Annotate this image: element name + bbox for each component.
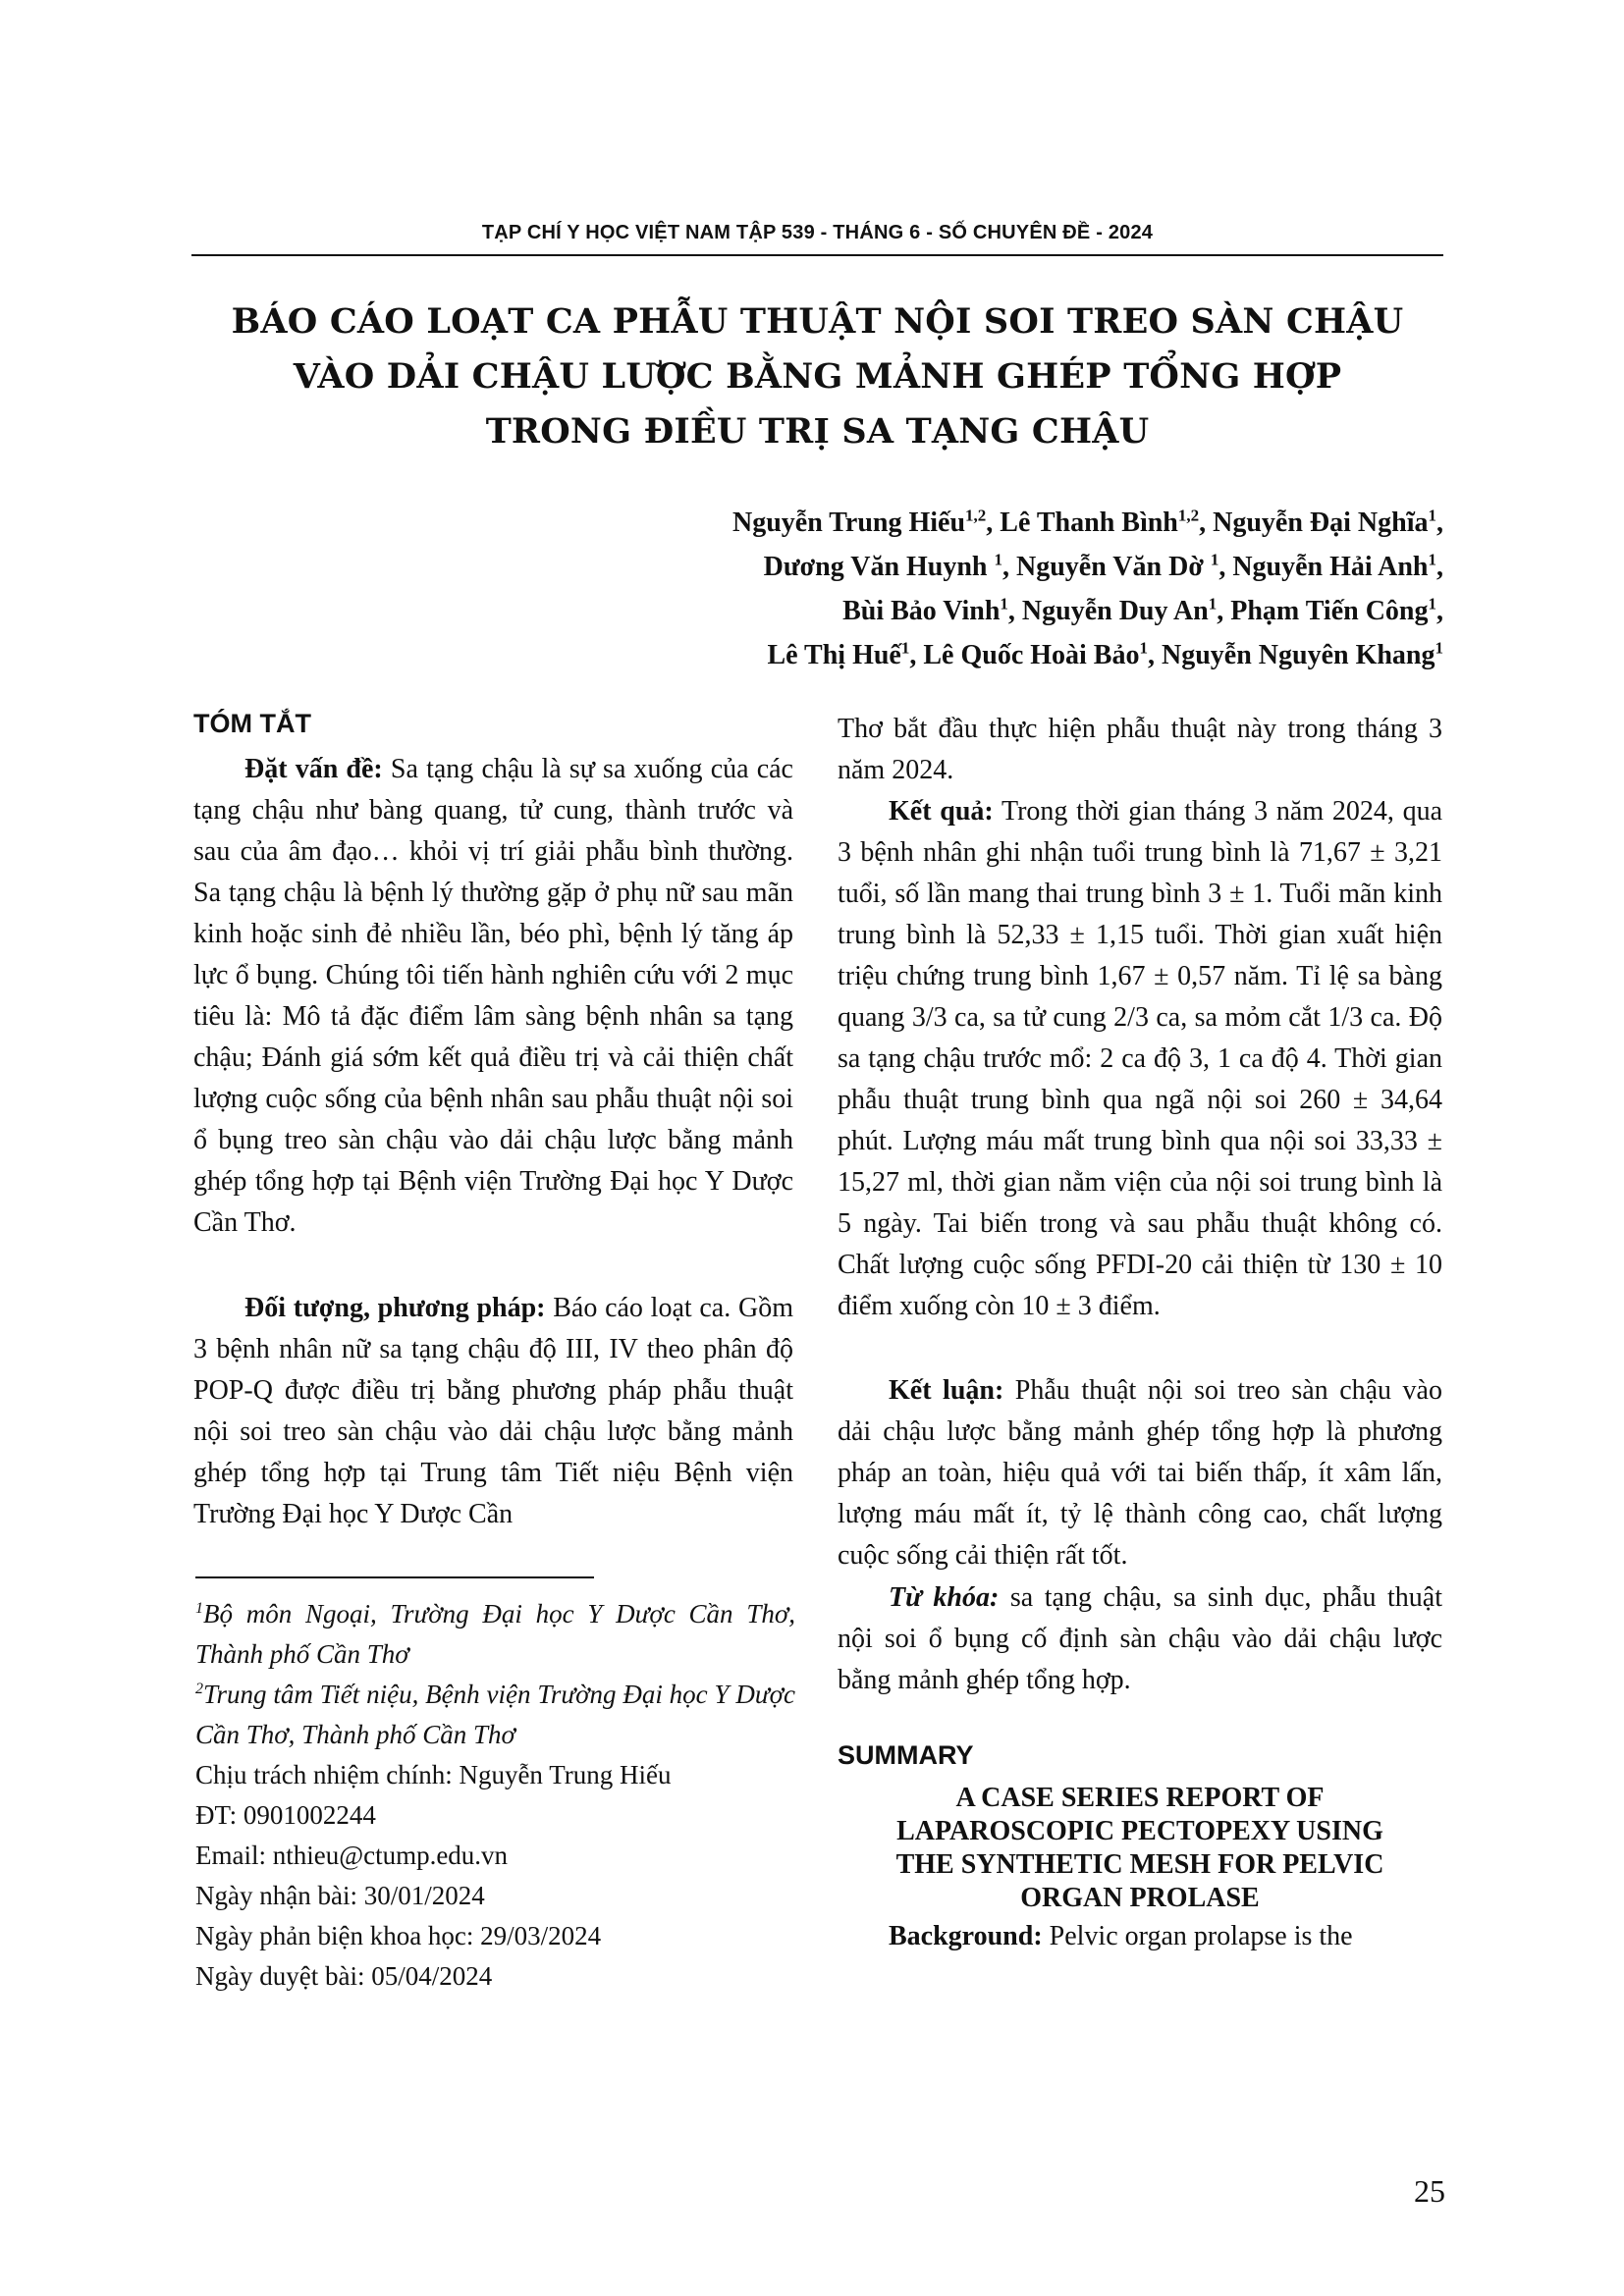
author-name: Lê Quốc Hoài Bảo [923,640,1140,670]
title-line: TRONG ĐIỀU TRỊ SA TẠNG CHẬU [485,411,1150,452]
summary-title-line: THE SYNTHETIC MESH FOR PELVIC [895,1849,1384,1880]
author-name: Nguyễn Duy An [1021,596,1209,626]
summary-background-text: Pelvic organ prolapse is the [1042,1921,1353,1951]
footnote-rule [195,1576,594,1578]
author-affiliation: 1 [1435,638,1443,658]
abstract-results [838,791,1442,1327]
accepted-date: Ngày duyệt bài: 05/04/2024 [195,1961,493,1991]
author-name: Nguyễn Đại Nghĩa [1213,507,1429,538]
summary-title-line: LAPAROSCOPIC PECTOPEXY USING [896,1816,1383,1846]
author-affiliation: 1 [1428,594,1436,614]
summary-heading: SUMMARY [838,1740,974,1770]
abstract-conclusion [838,1370,1442,1576]
author-line: Lê Thị Huế$^1$, Lê Quốc Hoài Bảo$^1$, Nguyễn Nguyên Khang$^1$ [767,638,1443,670]
results-text: Trong thời gian tháng 3 năm 2024, qua 3 bệnh nhân ghi nhận tuổi trung bình là 71,67 ± 3,21 tuổi, số lần mang thai trung bình 3 ± 1. Tuổi mãn kinh trung bình là 52,33 ± 1,15 tuổi. Thời gian xuất hiện triệu chứng trung bình 1,67 ± 0,57 năm. Tỉ lệ sa bàng quang 3/3 ca, sa tử cung 2/3 ca, sa mỏm cắt 1/3 ca. Độ sa tạng chậu trước mổ: 2 ca độ 3, 1 ca độ 4. Thời gian phẫu thuật trung bình qua ngã nội soi 260 ± 34,64 phút. Lượng máu mất trung bình qua nội soi 33,33 ± 15,27 ml, thời gian nằm viện của nội soi trung bình là 5 ngày. Tai biến trong và sau phẫu thuật không có. Chất lượng cuộc sống PFDI-20 cải thiện từ 130 ± 10 điểm xuống còn 10 ± 3 điểm. [838,796,1443,1321]
author-name: Nguyễn Văn Dờ [1016,552,1211,582]
methods-text: Báo cáo loạt ca. Gồm 3 bệnh nhân nữ sa tạng chậu độ III, IV theo phân độ POP-Q được điều trị bằng phương pháp phẫu thuật nội soi treo sàn chậu vào dải chậu lược bằng mảnh ghép tổng hợp tại Trung tâm Tiết niệu Bệnh viện Trường Đại học Y Dược Cần [193,1293,793,1529]
page-number: 25 [1414,2173,1445,2209]
keywords-text: sa tạng chậu, sa sinh dục, phẫu thuật nội soi ổ bụng cố định sàn chậu vào dải chậu lược bằng mảnh ghép tổng hợp. [838,1582,1443,1695]
footnote-mark: 1 [195,1600,203,1617]
author-name: Dương Văn Huynh [763,552,995,582]
header-rule [191,254,1443,256]
title-line: VÀO DẢI CHẬU LƯỢC BẰNG MẢNH GHÉP TỔNG HỢP [293,356,1342,397]
footnotes [195,1594,795,1997]
footnote-mark: 2 [195,1681,203,1697]
background-text: Sa tạng chậu là sự sa xuống của các tạng chậu như bàng quang, tử cung, thành trước và sau của âm đạo… khỏi vị trí giải phẫu bình thường. Sa tạng chậu là bệnh lý thường gặp ở phụ nữ sau mãn kinh hoặc sinh đẻ nhiều lần, béo phì, bệnh lý tăng áp lực ổ bụng. Chúng tôi tiến hành nghiên cứu với 2 mục tiêu là: Mô tả đặc điểm lâm sàng bệnh nhân sa tạng chậu; Đánh giá sớm kết quả điều trị và cải thiện chất lượng cuộc sống của bệnh nhân sau phẫu thuật nội soi ổ bụng treo sàn chậu vào dải chậu lược bằng mảnh ghép tổng hợp tại Bệnh viện Trường Đại học Y Dược Cần Thơ. [193,754,793,1238]
title-line: BÁO CÁO LOẠT CA PHẪU THUẬT NỘI SOI TREO SÀN CHẬU [231,301,1404,342]
received-date: Ngày nhận bài: 30/01/2024 [195,1881,485,1910]
email: Email: nthieu@ctump.edu.vn [195,1841,509,1870]
author-affiliation: 1,2 [1177,506,1200,525]
results-label: Kết quả: [889,796,994,827]
affiliation-footnote [195,1675,795,1755]
author-name: Nguyễn Hải Anh [1232,552,1429,582]
summary-title [838,1782,1442,1915]
author-name: Nguyễn Nguyên Khang [1161,640,1435,670]
author-name: Bùi Bảo Vinh [842,596,1001,626]
conclusion-label: Kết luận: [889,1375,1004,1406]
background-label: Đặt vấn đề: [244,754,383,784]
abstract-background [193,749,793,1244]
author-name: Phạm Tiến Công [1230,596,1429,626]
keywords-label: Từ khóa: [889,1582,1000,1613]
corresponding-author: Chịu trách nhiệm chính: Nguyễn Trung Hiếu [195,1760,672,1789]
running-header: TẠP CHÍ Y HỌC VIỆT NAM TẬP 539 - THÁNG 6 - SỐ CHUYÊN ĐỀ - 2024 [481,222,1154,243]
summary-title-line: A CASE SERIES REPORT OF [955,1783,1325,1813]
summary-background-label: Background: [889,1921,1043,1951]
author-affiliation: 1 [1139,638,1148,658]
author-affiliation: 1 [1428,506,1436,525]
author-line: Bùi Bảo Vinh$^1$, Nguyễn Duy An$^1$, Phạm Tiến Công$^1$, [842,594,1443,626]
abstract-methods [193,1288,793,1535]
author-affiliation: 1 [994,550,1003,569]
author-affiliation: 1 [1210,550,1219,569]
article-title [191,294,1443,459]
abstract-heading: TÓM TẮT [193,709,311,738]
summary-title-line: ORGAN PROLASE [1020,1883,1260,1913]
reviewed-date: Ngày phản biện khoa học: 29/03/2024 [195,1921,602,1950]
author-affiliation: 1 [1428,550,1436,569]
author-name: Nguyễn Trung Hiếu [732,507,966,538]
summary-background [838,1916,1442,1957]
methods-label: Đối tượng, phương pháp: [244,1293,546,1323]
footnote-text: Bộ môn Ngoại, Trường Đại học Y Dược Cần Thơ, Thành phố Cần Thơ [195,1599,795,1669]
author-line: Dương Văn Huynh $^1$, Nguyễn Văn Dờ $^1$, Nguyễn Hải Anh$^1$, [763,550,1443,582]
author-affiliation: 1,2 [965,506,987,525]
footnote-text: Trung tâm Tiết niệu, Bệnh viện Trường Đại học Y Dược Cần Thơ, Thành phố Cần Thơ [195,1680,795,1749]
abstract-methods-continued: Thơ bắt đầu thực hiện phẫu thuật này trong tháng 3 năm 2024. [838,714,1442,785]
author-affiliation: 1 [900,638,910,658]
author-list [363,501,1443,677]
author-affiliation: 1 [1000,594,1008,614]
abstract-keywords [838,1577,1442,1701]
author-name: Lê Thanh Bình [1000,507,1178,538]
conclusion-text: Phẫu thuật nội soi treo sàn chậu vào dải chậu lược bằng mảnh ghép tổng hợp là phương pháp an toàn, hiệu quả với tai biến thấp, ít xâm lấn, lượng máu mất ít, tỷ lệ thành công cao, chất lượng cuộc sống cải thiện rất tốt. [838,1375,1442,1571]
author-name: Lê Thị Huế [767,640,901,670]
author-line: Nguyễn Trung Hiếu$^{1,2}$, Lê Thanh Bình$^{1,2}$, Nguyễn Đại Nghĩa$^1$, [732,506,1443,538]
phone: ĐT: 0901002244 [195,1800,376,1830]
author-affiliation: 1 [1208,594,1218,614]
affiliation-footnote [195,1594,795,1675]
